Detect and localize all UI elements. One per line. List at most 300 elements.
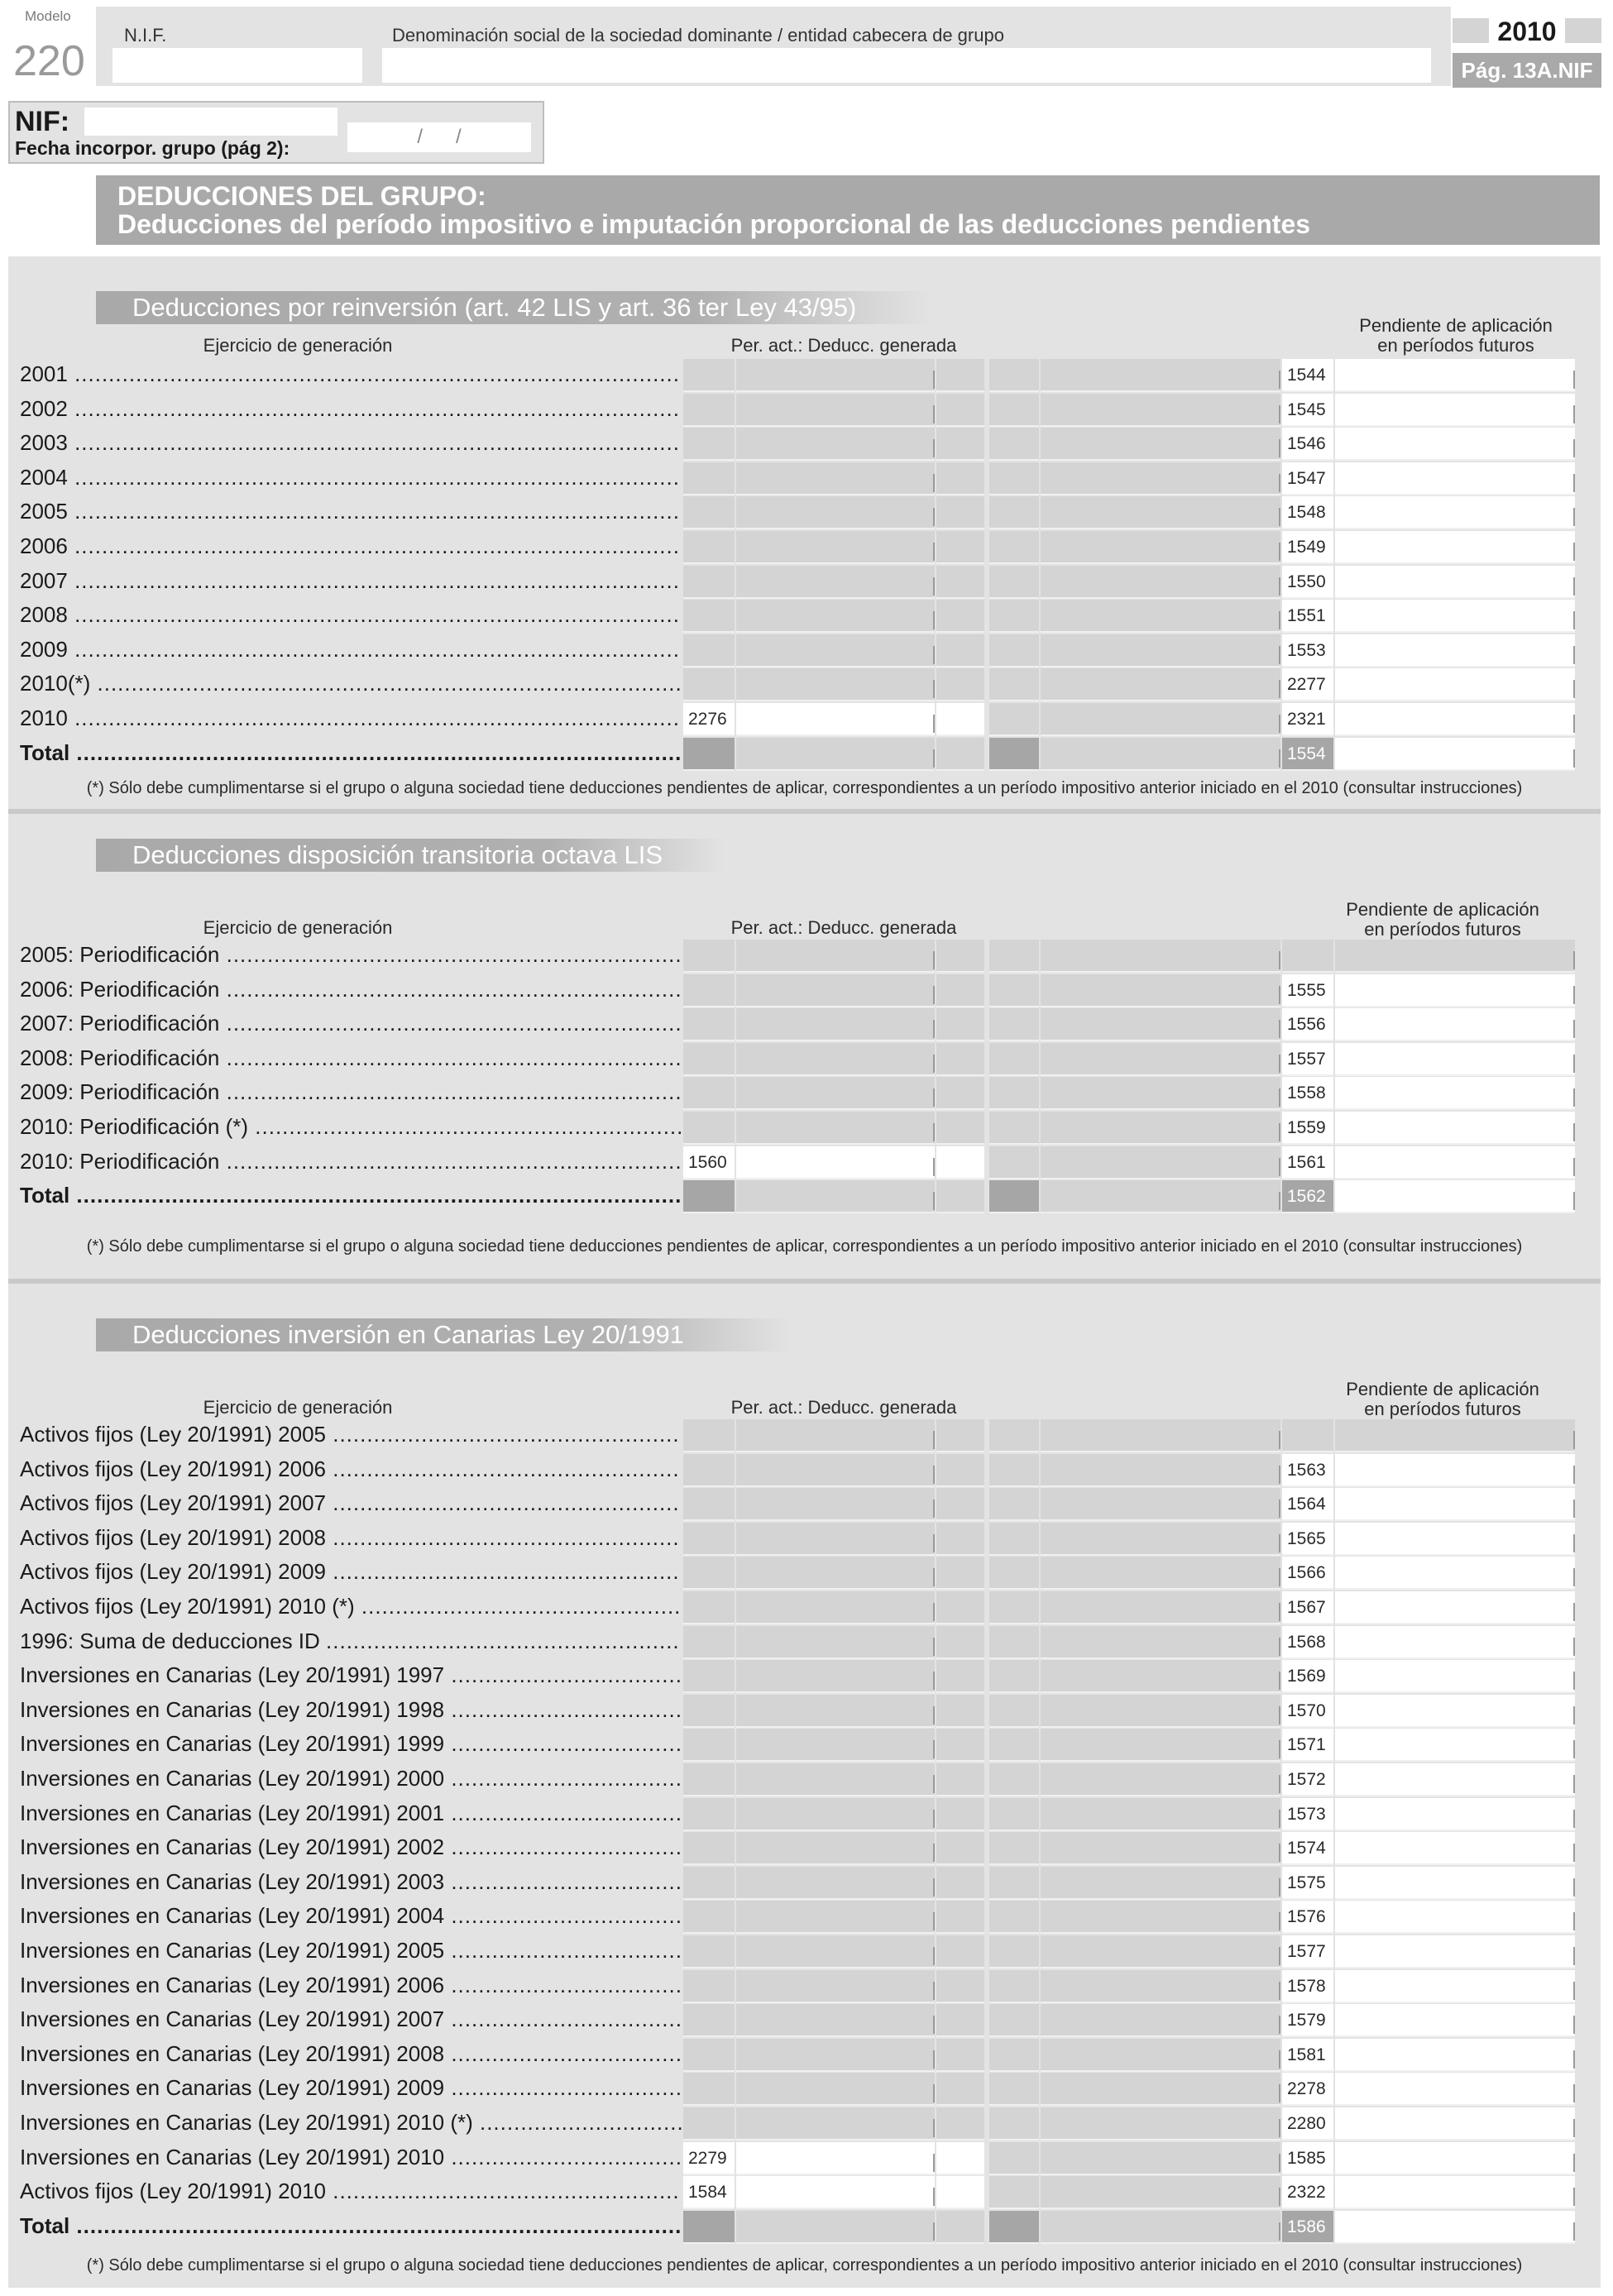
- cell-code-f: [1282, 1763, 1333, 1796]
- cell-grey-value: [1041, 738, 1280, 771]
- cell-grey: [989, 600, 1039, 633]
- decimal-tick: [933, 2084, 935, 2102]
- decimal-tick: [933, 2222, 935, 2241]
- decimal-tick: [1279, 1466, 1280, 1484]
- cell-code-a: [683, 1488, 735, 1521]
- row-label: 2010 .....: [20, 703, 682, 733]
- cell-code-a[interactable]: [683, 2176, 735, 2209]
- decimal-tick: [1279, 1603, 1280, 1621]
- row-label: Activos fijos (Ley 20/1991) 2006 .....: [20, 1454, 682, 1484]
- row-label: 2008: Periodificación .....: [20, 1043, 682, 1073]
- cell-code-a: [683, 668, 735, 701]
- input-deducc-generada-dec: [936, 1867, 984, 1900]
- input-pendiente[interactable]: [1335, 1798, 1575, 1831]
- cell-grey-value: [1041, 1146, 1280, 1179]
- cell-grey: [989, 1867, 1039, 1900]
- input-pendiente[interactable]: [1335, 496, 1575, 529]
- cell-code-f: [1282, 1867, 1333, 1900]
- cell-grey-value: [1041, 428, 1280, 461]
- input-pendiente[interactable]: [1335, 634, 1575, 667]
- input-deducc-generada-dec: [936, 2039, 984, 2072]
- decimal-tick: [1573, 1192, 1575, 1210]
- page-ref: Pág. 13A.NIF: [1453, 53, 1601, 88]
- input-deducc-generada-dec: [936, 1488, 984, 1521]
- input-deducc-generada: [736, 634, 935, 667]
- input-deducc-generada-dec: [936, 600, 984, 633]
- decimal-tick: [1573, 749, 1575, 768]
- table-row: [8, 2176, 1601, 2211]
- decimal-tick: [933, 1123, 935, 1141]
- input-pendiente[interactable]: [1335, 2142, 1575, 2175]
- decimal-tick: [933, 1740, 935, 1758]
- input-pendiente[interactable]: [1335, 1901, 1575, 1934]
- decimal-tick: [933, 1466, 935, 1484]
- decimal-tick: [1573, 715, 1575, 733]
- cell-code-a: [683, 394, 735, 427]
- decimal-tick: [1573, 1603, 1575, 1621]
- nif-header-field[interactable]: [112, 48, 362, 83]
- input-pendiente[interactable]: [1335, 1695, 1575, 1728]
- input-deducc-generada-dec[interactable]: [936, 703, 984, 736]
- code-f: 1566: [1287, 1563, 1326, 1583]
- decimal-tick: [1573, 1568, 1575, 1586]
- input-pendiente[interactable]: [1335, 1729, 1575, 1762]
- cell-code-f: [1282, 1146, 1333, 1179]
- input-deducc-generada-dec: [936, 2073, 984, 2106]
- input-deducc-generada-dec: [936, 974, 984, 1007]
- row-label: 2009 .....: [20, 634, 682, 664]
- table-row: [8, 1867, 1601, 1901]
- input-pendiente[interactable]: [1335, 974, 1575, 1007]
- input-pendiente[interactable]: [1335, 2073, 1575, 2106]
- code-f: 1561: [1287, 1152, 1326, 1172]
- cell-grey-value: [1041, 634, 1280, 667]
- row-label: Total .....: [20, 2211, 682, 2241]
- cell-grey: [989, 1832, 1039, 1865]
- table-row: [8, 703, 1601, 738]
- section-canarias: [8, 1284, 1601, 2288]
- row-label: 2006 .....: [20, 531, 682, 561]
- decimal-tick: [1573, 1431, 1575, 1449]
- input-deducc-generada: [736, 1867, 935, 1900]
- decimal-tick: [1573, 1740, 1575, 1758]
- cell-code-f: [1282, 1557, 1333, 1590]
- row-label: 2008 .....: [20, 600, 682, 629]
- code-f: 1550: [1287, 572, 1326, 591]
- input-deducc-generada-dec[interactable]: [936, 2142, 984, 2175]
- decimal-tick: [1573, 543, 1575, 561]
- cell-grey-value: [1041, 359, 1280, 392]
- input-deducc-generada-dec: [936, 1419, 984, 1452]
- table-row: [8, 428, 1601, 462]
- input-pendiente[interactable]: [1335, 428, 1575, 461]
- input-pendiente[interactable]: [1335, 600, 1575, 633]
- decimal-tick: [1573, 1878, 1575, 1897]
- input-deducc-generada-dec: [936, 2004, 984, 2037]
- input-pendiente[interactable]: [1335, 738, 1575, 771]
- cell-code-a: [683, 1970, 735, 2003]
- input-pendiente[interactable]: [1335, 2211, 1575, 2244]
- decimal-tick: [1573, 1912, 1575, 1930]
- cell-grey: [989, 1454, 1039, 1487]
- footnote-transitoria: (*) Sólo debe cumplimentarse si el grupo o alguna sociedad tiene deducciones pendientes de aplicar, correspondientes a un período impositivo anterior iniciado en el 2010 (consultar instrucciones): [86, 1237, 1523, 1256]
- cell-code-a: [683, 1523, 735, 1556]
- input-deducc-generada: [736, 428, 935, 461]
- table-row: [8, 496, 1601, 531]
- input-pendiente[interactable]: [1335, 1867, 1575, 1900]
- cell-code-a: [683, 1180, 735, 1213]
- cell-grey: [989, 2039, 1039, 2072]
- decimal-tick: [1573, 1844, 1575, 1862]
- decimal-tick: [933, 1638, 935, 1656]
- col-per-act-2: Per. act.: Deducc. generada: [730, 917, 957, 938]
- cell-grey-value: [1041, 2211, 1280, 2244]
- input-pendiente[interactable]: [1335, 1488, 1575, 1521]
- input-deducc-generada: [736, 1454, 935, 1487]
- decimal-tick: [933, 1088, 935, 1107]
- code-a: 1560: [688, 1152, 727, 1172]
- input-pendiente[interactable]: [1335, 1077, 1575, 1110]
- table-row: [8, 2142, 1601, 2177]
- cell-grey-value: [1041, 1591, 1280, 1624]
- cell-code-a: [683, 2039, 735, 2072]
- code-f: 1579: [1287, 2011, 1326, 2031]
- input-deducc-generada-dec: [936, 1798, 984, 1831]
- table-row: [8, 668, 1601, 703]
- input-deducc-generada-dec[interactable]: [936, 1146, 984, 1179]
- decimal-tick: [933, 1947, 935, 1965]
- table-row: [8, 2039, 1601, 2074]
- code-f: 1559: [1287, 1118, 1326, 1137]
- input-deducc-generada-dec: [936, 1832, 984, 1865]
- input-pendiente[interactable]: [1335, 1557, 1575, 1590]
- cell-code-f: [1282, 1419, 1333, 1452]
- cell-grey: [989, 1970, 1039, 2003]
- cell-grey: [989, 1077, 1039, 1110]
- input-deducc-generada: [736, 531, 935, 564]
- cell-code-f: [1282, 703, 1333, 736]
- table-row: [8, 940, 1601, 974]
- cell-grey-value: [1041, 2039, 1280, 2072]
- input-pendiente[interactable]: [1335, 1180, 1575, 1213]
- cell-code-a: [683, 566, 735, 599]
- decimal-tick: [933, 1912, 935, 1930]
- input-deducc-generada: [736, 566, 935, 599]
- input-deducc-generada[interactable]: [736, 2142, 935, 2175]
- code-f: 1555: [1287, 980, 1326, 1000]
- decimal-tick: [933, 1672, 935, 1690]
- input-deducc-generada[interactable]: [736, 2176, 935, 2209]
- input-deducc-generada: [736, 1488, 935, 1521]
- cell-code-a: [683, 2073, 735, 2106]
- decimal-tick: [933, 1534, 935, 1552]
- decimal-tick: [1573, 2016, 1575, 2034]
- input-pendiente[interactable]: [1335, 1008, 1575, 1041]
- cell-code-a: [683, 2211, 735, 2244]
- col-ejercicio-2: Ejercicio de generación: [203, 917, 393, 938]
- decimal-tick: [1573, 1810, 1575, 1828]
- decimal-tick: [933, 543, 935, 561]
- input-pendiente[interactable]: [1335, 359, 1575, 392]
- decimal-tick: [933, 1982, 935, 2000]
- decimal-tick: [1573, 646, 1575, 664]
- cell-code-a: [683, 1729, 735, 1762]
- input-pendiente[interactable]: [1335, 668, 1575, 701]
- input-deducc-generada: [736, 1557, 935, 1590]
- input-deducc-generada-dec[interactable]: [936, 2176, 984, 2209]
- input-deducc-generada-dec: [936, 1970, 984, 2003]
- code-f: 1565: [1287, 1528, 1326, 1548]
- cell-grey-value: [1041, 1112, 1280, 1145]
- input-pendiente[interactable]: [1335, 2039, 1575, 2072]
- decimal-tick: [1279, 1638, 1280, 1656]
- row-label: 2006: Periodificación .....: [20, 974, 682, 1004]
- decimal-tick: [933, 2188, 935, 2206]
- cell-grey-value: [1041, 1077, 1280, 1110]
- input-deducc-generada: [736, 600, 935, 633]
- cell-grey: [989, 1591, 1039, 1624]
- cell-grey-value: [1041, 668, 1280, 701]
- cell-grey: [989, 2176, 1039, 2209]
- decimal-tick: [1573, 1947, 1575, 1965]
- code-f: 1571: [1287, 1735, 1326, 1755]
- cell-code-a: [683, 1591, 735, 1624]
- row-label: Inversiones en Canarias (Ley 20/1991) 2004 .....: [20, 1901, 682, 1930]
- decimal-tick: [933, 2119, 935, 2137]
- decimal-tick: [1573, 951, 1575, 969]
- input-pendiente[interactable]: [1335, 1970, 1575, 2003]
- decimal-tick: [1573, 1500, 1575, 1518]
- input-pendiente[interactable]: [1335, 1043, 1575, 1076]
- row-label: Activos fijos (Ley 20/1991) 2010 (*) .....: [20, 1591, 682, 1621]
- input-deducc-generada-dec: [936, 531, 984, 564]
- header: [0, 0, 1613, 91]
- cell-code-a: [683, 1867, 735, 1900]
- table-row: [8, 1454, 1601, 1489]
- input-pendiente[interactable]: [1335, 2004, 1575, 2037]
- cell-grey: [989, 531, 1039, 564]
- cell-grey-value: [1041, 1419, 1280, 1452]
- cell-grey: [989, 1935, 1039, 1968]
- code-f: 2280: [1287, 2114, 1326, 2133]
- input-pendiente[interactable]: [1335, 1660, 1575, 1693]
- table-row: [8, 1901, 1601, 1935]
- input-deducc-generada: [736, 1935, 935, 1968]
- input-pendiente[interactable]: [1335, 394, 1575, 427]
- cell-code-f: [1282, 2176, 1333, 2209]
- input-pendiente[interactable]: [1335, 1523, 1575, 1556]
- input-deducc-generada[interactable]: [736, 1146, 935, 1179]
- input-pendiente[interactable]: [1335, 2176, 1575, 2209]
- cell-code-a: [683, 1557, 735, 1590]
- cell-code-a[interactable]: [683, 703, 735, 736]
- input-pendiente[interactable]: [1335, 531, 1575, 564]
- code-f: 1574: [1287, 1839, 1326, 1858]
- input-deducc-generada: [736, 1043, 935, 1076]
- input-deducc-generada: [736, 2107, 935, 2141]
- decimal-tick: [1279, 1740, 1280, 1758]
- input-pendiente[interactable]: [1335, 1763, 1575, 1796]
- cell-code-f: [1282, 2039, 1333, 2072]
- code-f: 1564: [1287, 1495, 1326, 1514]
- input-deducc-generada[interactable]: [736, 703, 935, 736]
- decimal-tick: [1279, 1158, 1280, 1176]
- table-row: [8, 974, 1601, 1009]
- decimal-tick: [1573, 474, 1575, 492]
- decimal-tick: [1279, 1982, 1280, 2000]
- input-deducc-generada: [736, 1626, 935, 1659]
- input-pendiente[interactable]: [1335, 1146, 1575, 1179]
- decimal-tick: [1573, 508, 1575, 526]
- decimal-tick: [1573, 1020, 1575, 1038]
- row-label: 2009: Periodificación .....: [20, 1077, 682, 1107]
- input-deducc-generada-dec: [936, 1454, 984, 1487]
- decimal-tick: [1279, 1055, 1280, 1073]
- code-f: 1577: [1287, 1942, 1326, 1961]
- col-pendiente-3: [1310, 1380, 1575, 1419]
- cell-grey: [989, 1488, 1039, 1521]
- denominacion-field[interactable]: [382, 48, 1431, 83]
- cell-code-a: [683, 1832, 735, 1865]
- table-row: [8, 1660, 1601, 1695]
- fecha-field[interactable]: / /: [347, 122, 531, 152]
- modelo-number: 220: [13, 37, 85, 85]
- decimal-tick: [933, 749, 935, 768]
- cell-code-f: [1282, 1112, 1333, 1145]
- cell-grey-value: [1041, 2107, 1280, 2141]
- input-deducc-generada-dec: [936, 566, 984, 599]
- code-f: 1554: [1287, 744, 1326, 763]
- row-label: Inversiones en Canarias (Ley 20/1991) 2002 .....: [20, 1832, 682, 1862]
- cell-grey-value: [1041, 531, 1280, 564]
- cell-grey-value: [1041, 496, 1280, 529]
- row-label: Inversiones en Canarias (Ley 20/1991) 2000 .....: [20, 1763, 682, 1793]
- decimal-tick: [1279, 508, 1280, 526]
- cell-grey: [989, 974, 1039, 1007]
- decimal-tick: [933, 577, 935, 596]
- decimal-tick: [933, 986, 935, 1004]
- input-deducc-generada: [736, 1695, 935, 1728]
- input-pendiente: [1335, 940, 1575, 973]
- input-deducc-generada: [736, 496, 935, 529]
- row-label: 2007 .....: [20, 566, 682, 596]
- cell-grey: [989, 1626, 1039, 1659]
- input-deducc-generada: [736, 738, 935, 771]
- decimal-tick: [1279, 543, 1280, 561]
- table-row: [8, 634, 1601, 669]
- input-pendiente[interactable]: [1335, 2107, 1575, 2141]
- code-f: 1572: [1287, 1770, 1326, 1789]
- cell-code-f: [1282, 1523, 1333, 1556]
- cell-code-a: [683, 2107, 735, 2141]
- col-ejercicio: Ejercicio de generación: [203, 335, 393, 356]
- nif-field[interactable]: [84, 108, 337, 136]
- cell-grey: [989, 462, 1039, 495]
- decimal-tick: [1279, 1947, 1280, 1965]
- input-deducc-generada: [736, 1970, 935, 2003]
- table-row: [8, 1763, 1601, 1798]
- cell-code-a: [683, 940, 735, 973]
- input-deducc-generada-dec: [936, 359, 984, 392]
- decimal-tick: [1573, 439, 1575, 457]
- row-label: Inversiones en Canarias (Ley 20/1991) 2008 .....: [20, 2039, 682, 2069]
- decimal-tick: [1573, 2119, 1575, 2137]
- cell-grey-value: [1041, 1798, 1280, 1831]
- row-label: Total .....: [20, 738, 682, 768]
- decimal-tick: [1573, 1158, 1575, 1176]
- code-f: 1548: [1287, 503, 1326, 523]
- decimal-tick: [1279, 1500, 1280, 1518]
- cell-grey: [989, 428, 1039, 461]
- table-row: [8, 2073, 1601, 2107]
- cell-code-f: [1282, 600, 1333, 633]
- input-deducc-generada-dec: [936, 1112, 984, 1145]
- input-pendiente[interactable]: [1335, 1935, 1575, 1968]
- decimal-tick: [1279, 1844, 1280, 1862]
- input-deducc-generada-dec: [936, 1523, 984, 1556]
- cell-code-a[interactable]: [683, 1146, 735, 1179]
- input-pendiente[interactable]: [1335, 1112, 1575, 1145]
- cell-code-f: [1282, 940, 1333, 973]
- input-deducc-generada-dec: [936, 428, 984, 461]
- cell-grey: [989, 1043, 1039, 1076]
- cell-grey: [989, 2004, 1039, 2037]
- decimal-tick: [933, 951, 935, 969]
- input-pendiente[interactable]: [1335, 1591, 1575, 1624]
- table-row: [8, 2004, 1601, 2039]
- code-f: 2278: [1287, 2079, 1326, 2099]
- decimal-tick: [1279, 2050, 1280, 2069]
- cell-grey: [989, 496, 1039, 529]
- cell-grey: [989, 1523, 1039, 1556]
- input-pendiente[interactable]: [1335, 1626, 1575, 1659]
- input-pendiente[interactable]: [1335, 566, 1575, 599]
- cell-grey-value: [1041, 2142, 1280, 2175]
- cell-code-f: [1282, 738, 1333, 771]
- table-row: [8, 1008, 1601, 1043]
- cell-code-a: [683, 2004, 735, 2037]
- input-deducc-generada: [736, 1763, 935, 1796]
- cell-code-a: [683, 1626, 735, 1659]
- decimal-tick: [933, 405, 935, 423]
- input-deducc-generada-dec: [936, 1695, 984, 1728]
- cell-code-a: [683, 1419, 735, 1452]
- row-label: Activos fijos (Ley 20/1991) 2010 .....: [20, 2176, 682, 2206]
- cell-code-a: [683, 1112, 735, 1145]
- cell-grey-value: [1041, 703, 1280, 736]
- cell-code-a: [683, 462, 735, 495]
- input-deducc-generada-dec: [936, 394, 984, 427]
- decimal-tick: [933, 1878, 935, 1897]
- cell-code-a[interactable]: [683, 2142, 735, 2175]
- cell-code-f: [1282, 1935, 1333, 1968]
- input-pendiente[interactable]: [1335, 1832, 1575, 1865]
- decimal-tick: [1279, 611, 1280, 629]
- input-pendiente[interactable]: [1335, 703, 1575, 736]
- code-a: 1584: [688, 2183, 727, 2203]
- cell-code-f: [1282, 668, 1333, 701]
- input-pendiente[interactable]: [1335, 462, 1575, 495]
- cell-grey-value: [1041, 462, 1280, 495]
- cell-grey: [989, 2107, 1039, 2141]
- cell-grey: [989, 359, 1039, 392]
- input-pendiente[interactable]: [1335, 1454, 1575, 1487]
- col-pendiente: [1323, 316, 1588, 356]
- cell-code-a: [683, 600, 735, 633]
- cell-grey-value: [1041, 1626, 1280, 1659]
- cell-code-f: [1282, 974, 1333, 1007]
- cell-grey: [989, 1008, 1039, 1041]
